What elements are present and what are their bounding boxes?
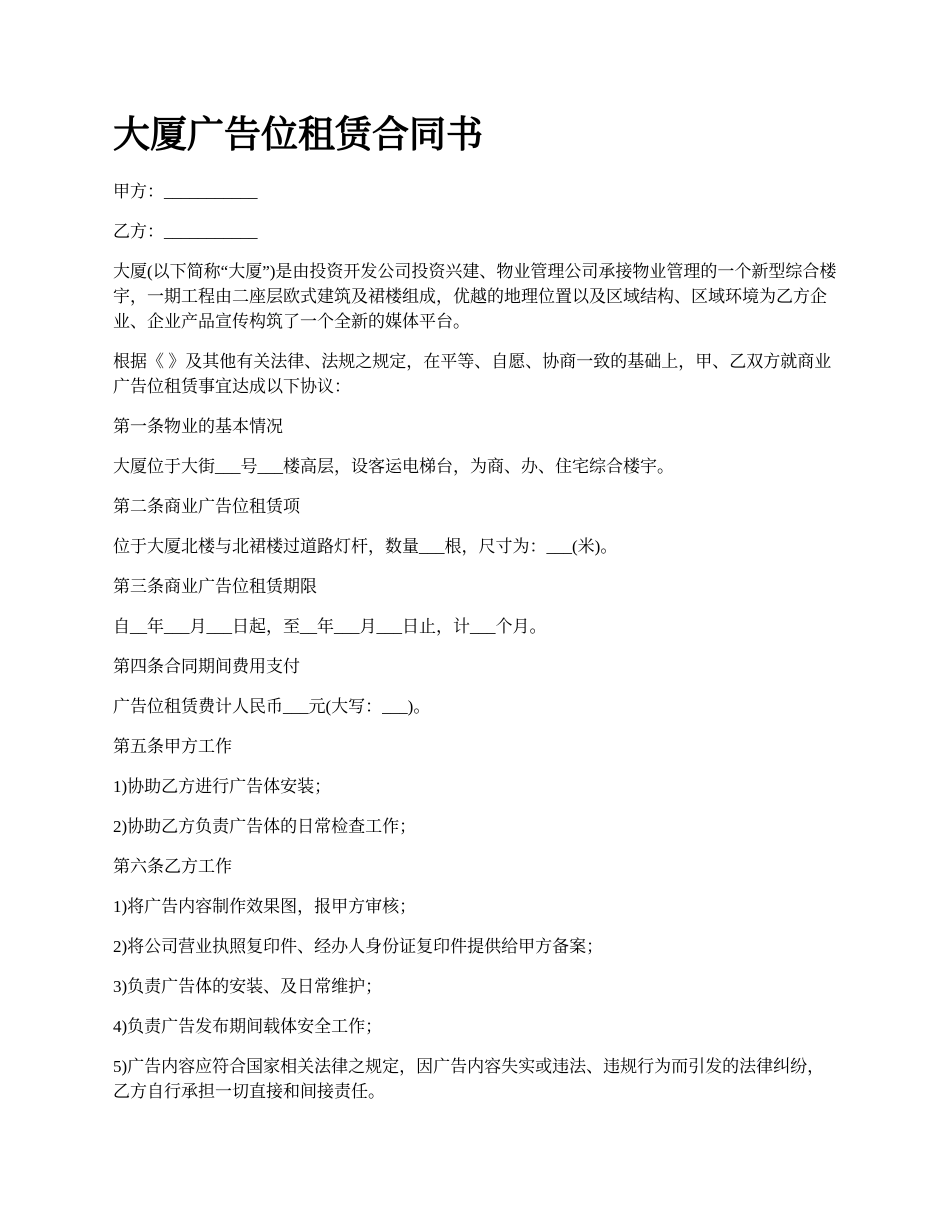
article-3-heading: 第三条商业广告位租赁期限 <box>113 577 317 596</box>
party-a-line: 甲方：___________ <box>113 182 258 201</box>
article-2-text: 位于大厦北楼与北裙楼过道路灯杆，数量___根，尺寸为：___(米)。 <box>113 537 618 556</box>
article-4-heading: 第四条合同期间费用支付 <box>113 657 300 676</box>
document-content <box>113 113 838 1119</box>
article-6-item-4: 4)负责广告发布期间载体安全工作； <box>113 1017 383 1036</box>
article-2-heading: 第二条商业广告位租赁项 <box>113 497 300 516</box>
article-6-item-5: 5)广告内容应符合国家相关法律之规定，因广告内容失实或违法、违规行为而引发的法律纠纷，乙方自行承担一切直接和间接责任。 <box>113 1057 825 1101</box>
article-3-text: 自__年___月___日起，至__年___月___日止，计___个月。 <box>113 617 547 636</box>
article-6-item-2: 2)将公司营业执照复印件、经办人身份证复印件提供给甲方备案； <box>113 937 604 956</box>
article-5-heading: 第五条甲方工作 <box>113 737 232 756</box>
document-title: 大厦广告位租赁合同书 <box>113 115 483 156</box>
article-6-heading: 第六条乙方工作 <box>113 857 232 876</box>
party-b-line: 乙方：___________ <box>113 222 258 241</box>
article-5-item-1: 1)协助乙方进行广告体安装； <box>113 777 332 796</box>
legal-basis-paragraph: 根据《 》及其他有关法律、法规之规定，在平等、自愿、协商一致的基础上，甲、乙双方就商业广告位租赁事宜达成以下协议： <box>113 352 832 396</box>
article-4-text: 广告位租赁费计人民币___元(大写：___)。 <box>113 697 431 716</box>
article-5-item-2: 2)协助乙方负责广告体的日常检查工作； <box>113 817 417 836</box>
article-1-text: 大厦位于大街___号___楼高层，设客运电梯台，为商、办、住宅综合楼宇。 <box>113 457 674 476</box>
article-1-heading: 第一条物业的基本情况 <box>113 417 283 436</box>
article-6-item-3: 3)负责广告体的安装、及日常维护； <box>113 977 383 996</box>
article-6-item-1: 1)将广告内容制作效果图，报甲方审核； <box>113 897 417 916</box>
intro-paragraph: 大厦(以下简称“大厦”)是由投资开发公司投资兴建、物业管理公司承接物业管理的一个新型综合楼宇，一期工程由二座层欧式建筑及裙楼组成，优越的地理位置以及区域结构、区域环境为乙方企业、企业产品宣传构筑了一个全新的媒体平台。 <box>113 262 837 331</box>
